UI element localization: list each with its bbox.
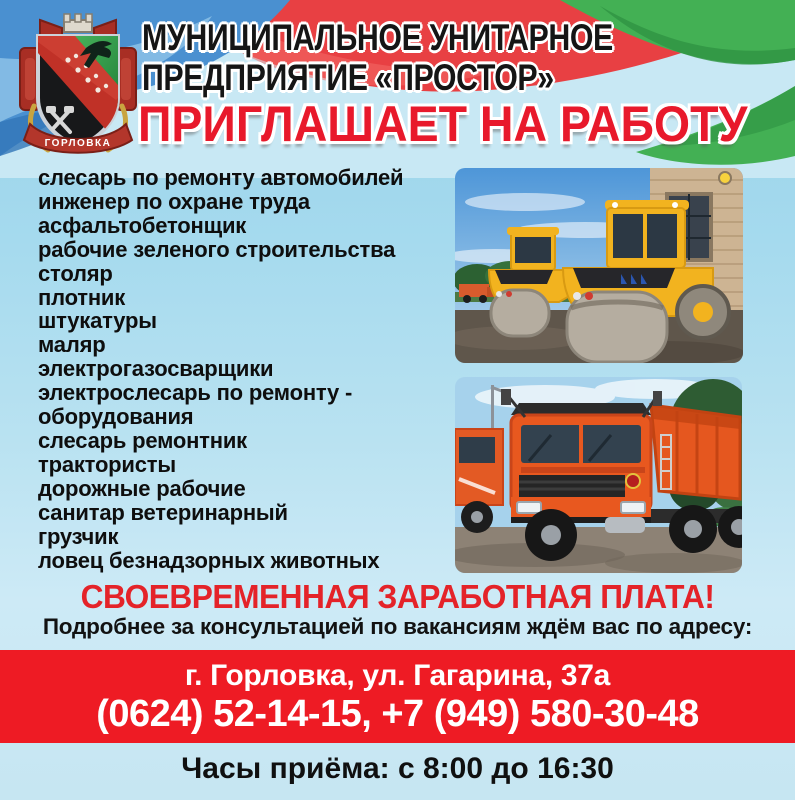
consult-line: Подробнее за консультацией по вакансиям ждём вас по адресу: [42, 614, 753, 639]
emblem-shield [30, 28, 126, 147]
address-text: г. Горловка, ул. Гагарина, 37а [184, 658, 611, 692]
org-title-line1: МУНИЦИПАЛЬНОЕ УНИТАРНОЕ [142, 17, 613, 58]
vacancy-item: электрослесарь по ремонту - [38, 380, 353, 406]
vacancy-item: электрогазосварщики [38, 356, 274, 382]
vacancy-item: столяр [38, 260, 113, 286]
vacancy-item: инженер по охране труда [38, 188, 310, 214]
emblem-city-label: ГОРЛОВКА [44, 138, 112, 149]
vacancy-item: слесарь по ремонту автомобилей [38, 165, 404, 190]
vacancy-item: рабочие зеленого строительства [38, 236, 396, 262]
lamp-icon [719, 172, 731, 184]
vacancy-list [38, 166, 458, 572]
header-titles [142, 18, 792, 98]
emblem-crown-icon [64, 14, 92, 32]
salary-headline: СВОЕВРЕМЕННАЯ ЗАРАБОТНАЯ ПЛАТА! [80, 578, 715, 615]
door-emblem [626, 474, 640, 488]
vacancy-item: грузчик [38, 523, 119, 549]
phone-numbers: (0624) 52-14-15, +7 (949) 580-30-48 [96, 692, 699, 735]
photo-road-rollers [455, 168, 743, 363]
gorlovka-coat-of-arms [16, 8, 140, 158]
address-banner [0, 650, 795, 743]
vacancy-item: слесарь ремонтник [38, 427, 247, 453]
cab-visor [511, 403, 651, 415]
vacancy-item: дорожные рабочие [38, 475, 246, 501]
vacancy-item: трактористы [38, 451, 176, 477]
grille [519, 475, 625, 497]
org-title-line2: ПРЕДПРИЯТИЕ «ПРОСТОР» [142, 57, 554, 98]
photo-dump-trucks [455, 377, 742, 573]
vacancy-item: плотник [38, 284, 126, 310]
vacancy-item: оборудования [38, 404, 194, 430]
vacancy-item: маляр [38, 332, 106, 358]
invite-title: ПРИГЛАШАЕТ НА РАБОТУ [138, 96, 748, 152]
hours-line: Часы приёма: с 8:00 до 16:30 [181, 752, 614, 785]
vacancy-item: ловец безнадзорных животных [38, 547, 380, 573]
vacancy-item: штукатуры [38, 308, 157, 334]
vacancy-item: асфальтобетонщик [38, 212, 247, 238]
vacancy-item: санитар ветеринарный [38, 499, 288, 525]
fuel-tank [605, 517, 645, 533]
